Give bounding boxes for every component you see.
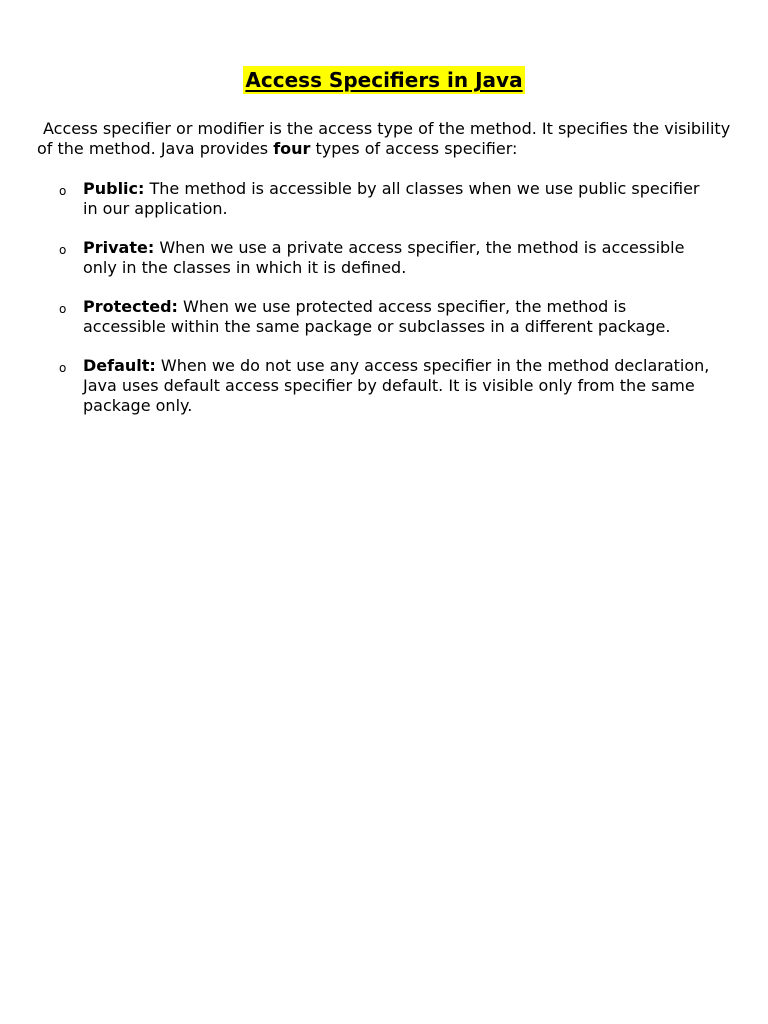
list-item-default xyxy=(0,356,713,416)
list-item-term: Default: xyxy=(83,356,156,375)
intro-text-end: types of access specifier: xyxy=(310,139,518,158)
bullet-icon: o xyxy=(59,361,67,375)
list-item-public xyxy=(0,179,713,219)
title-container xyxy=(0,66,768,94)
list-item-term: Public: xyxy=(83,179,145,198)
list-item-description: When we use protected access specifier, the method is accessible within the same package or subclasses in a different package. xyxy=(83,297,671,336)
list-item-description: The method is accessible by all classes when we use public specifier in our application. xyxy=(83,179,700,218)
bullet-icon: o xyxy=(59,302,67,316)
bullet-icon: o xyxy=(59,243,67,257)
document-title: Access Specifiers in Java xyxy=(245,68,523,92)
specifier-list xyxy=(0,179,768,435)
intro-paragraph xyxy=(37,119,737,159)
list-item-private xyxy=(0,238,713,278)
intro-emphasis: four xyxy=(273,139,311,158)
list-item-protected xyxy=(0,297,713,337)
list-item-description: When we use a private access specifier, the method is accessible only in the classes in which it is defined. xyxy=(83,238,685,277)
bullet-icon: o xyxy=(59,184,67,198)
list-item-description: When we do not use any access specifier in the method declaration, Java uses default access specifier by default. It is visible only from the same package only. xyxy=(83,356,710,415)
list-item-term: Private: xyxy=(83,238,155,257)
intro-text-start: Access specifier or modifier is the access type of the method. It specifies the visibility of the method. Java provides xyxy=(37,119,731,158)
list-item-term: Protected: xyxy=(83,297,178,316)
